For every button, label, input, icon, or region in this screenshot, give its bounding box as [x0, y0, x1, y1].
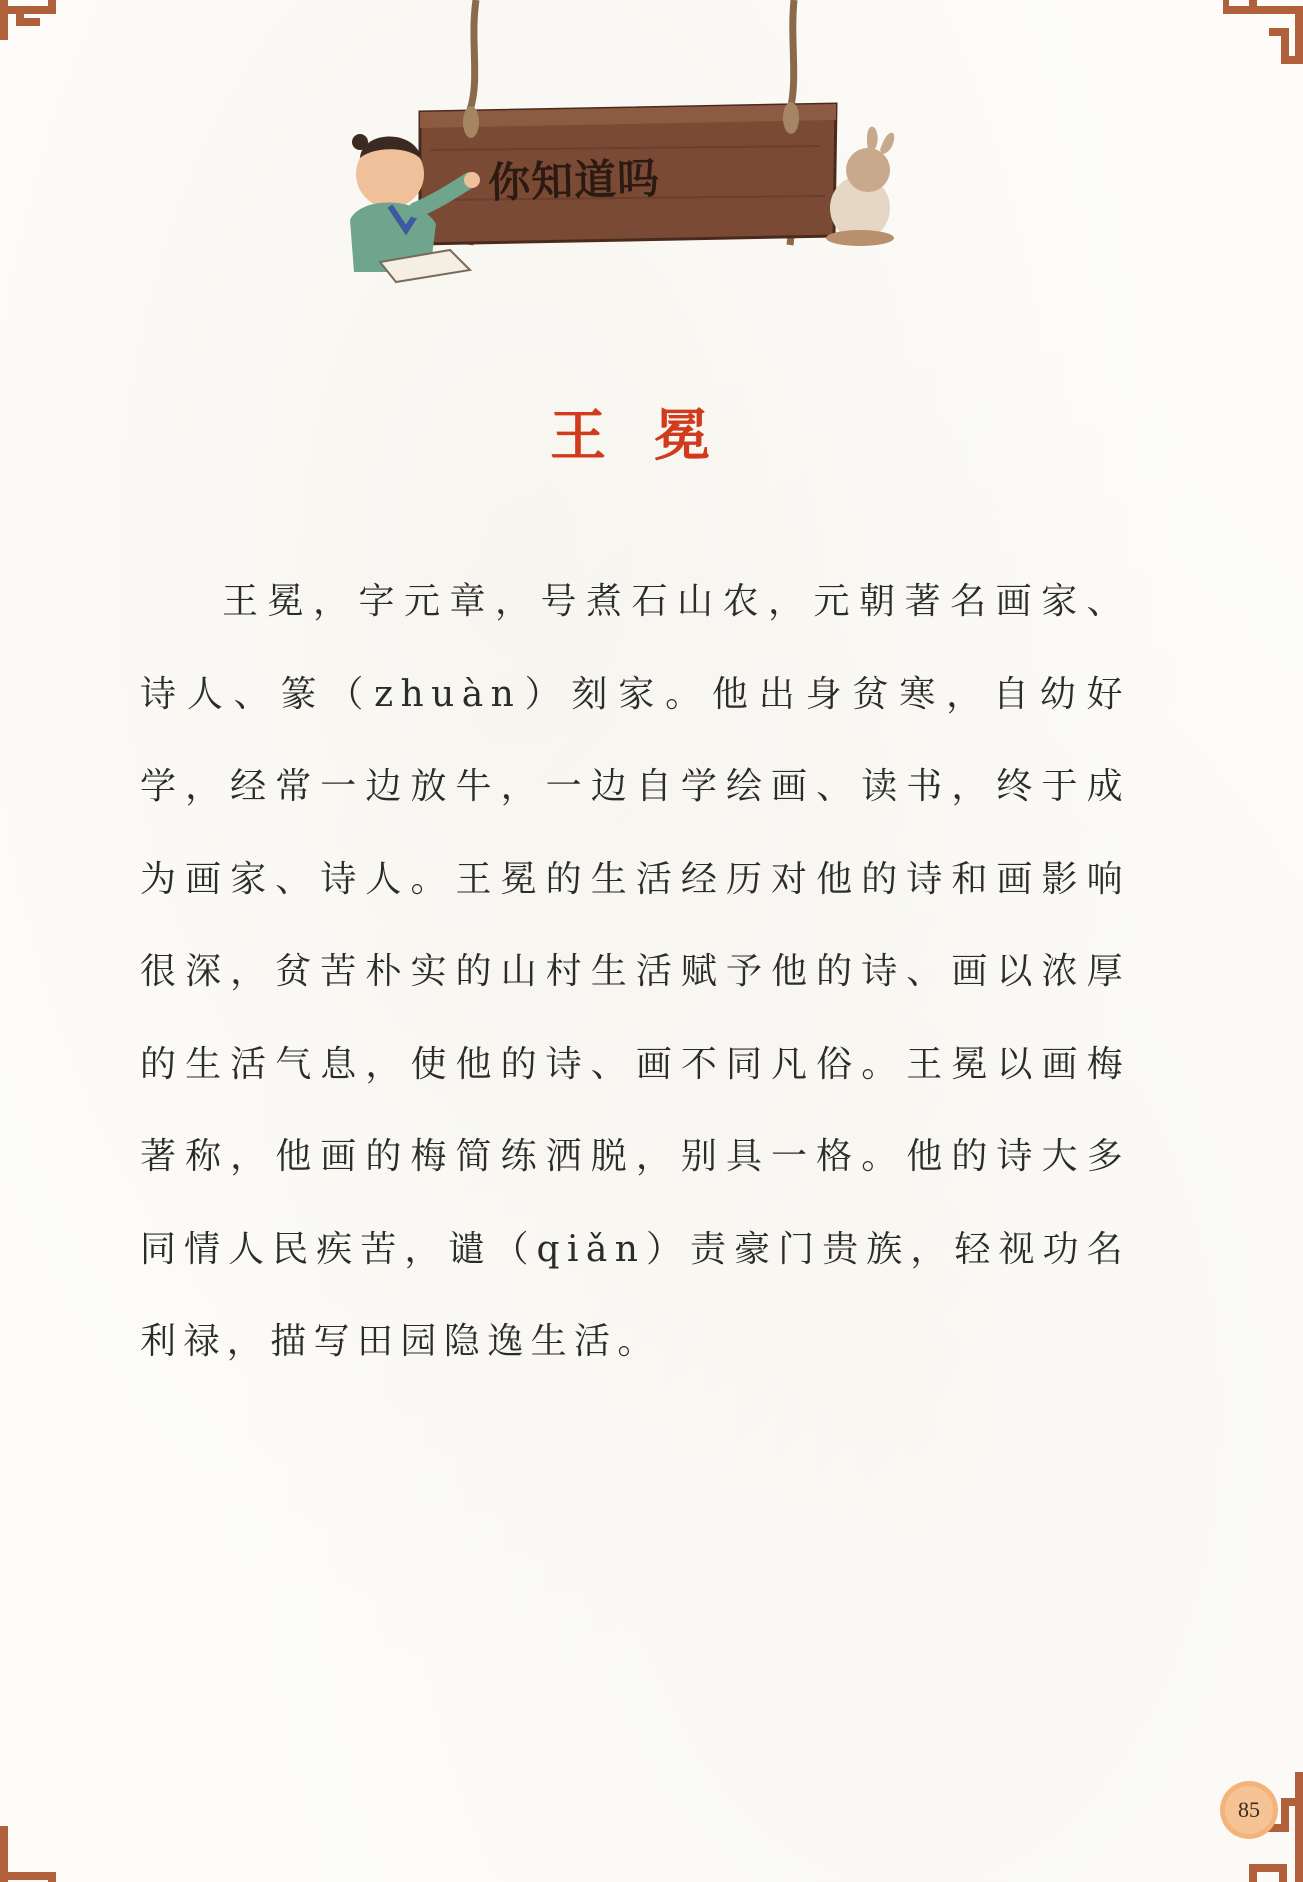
article-body: 王冕，字元章，号煮石山农，元朝著名画家、诗人、篆（zhuàn）刻家。他出身贫寒，自幼好学，经常一边放牛，一边自学绘画、读书，终于成为画家、诗人。王冕的生活经历对他的诗和画影响很深，贫苦朴实的山村生活赋予他的诗、画以浓厚的生活气息，使他的诗、画不同凡俗。王冕以画梅著称，他画的梅简练洒脱，别具一格。他的诗大多同情人民疾苦，谴（qiǎn）责豪门贵族，轻视功名利禄，描写田园隐逸生活。 — [140, 581, 1130, 1362]
page-number: 85 — [1238, 1797, 1260, 1822]
page-number-badge — [1218, 1779, 1280, 1841]
corner-ornament-bottom-left — [0, 1812, 60, 1882]
corner-ornament-top-left — [0, 0, 60, 70]
sign-label: 你知道吗 — [487, 153, 661, 208]
corner-ornament-top-right — [1223, 0, 1303, 70]
article-title: 王冕 — [550, 402, 758, 469]
